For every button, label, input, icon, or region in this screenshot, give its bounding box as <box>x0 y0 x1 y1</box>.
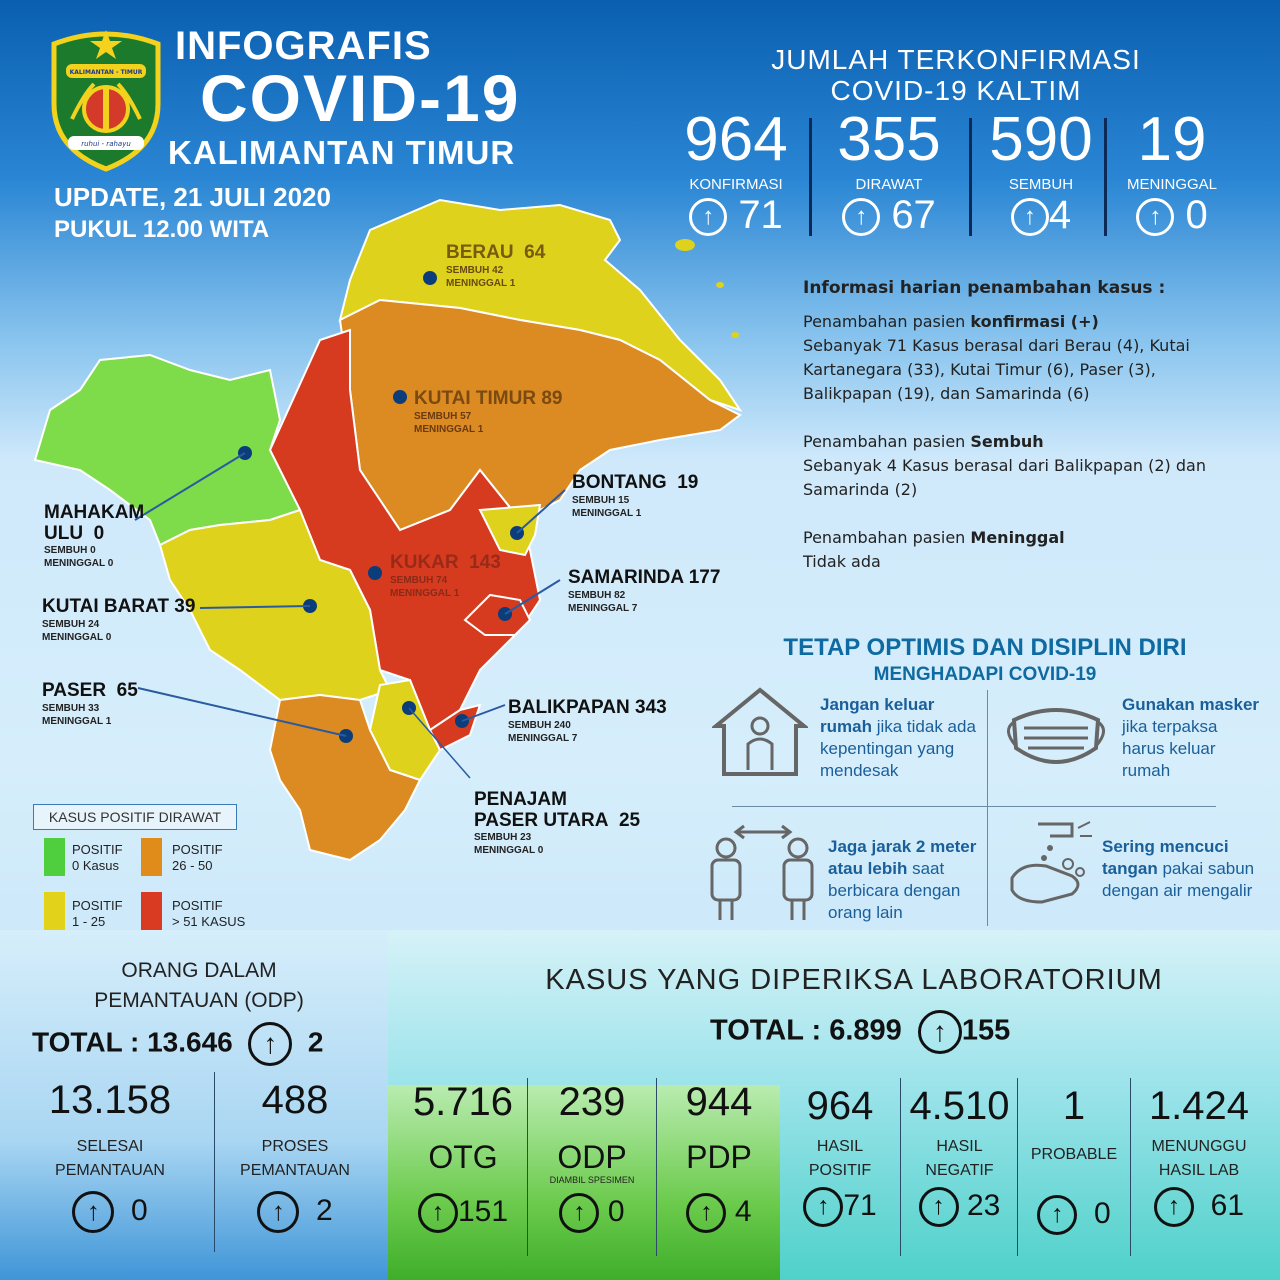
up-arrow-icon: ↑ <box>689 198 727 236</box>
up-arrow-icon: ↑ <box>1011 198 1049 236</box>
up-arrow-icon: ↑ <box>918 1010 962 1054</box>
tips-divider-v <box>987 690 988 926</box>
lab-odp: 239 ODP DIAMBIL SPESIMEN ↑ 0 <box>528 1080 656 1233</box>
region-sembuh: SEMBUH 42 <box>446 265 504 276</box>
region-meninggal: MENINGGAL 1 <box>446 278 516 289</box>
up-arrow-icon: ↑ <box>559 1193 599 1233</box>
lab-divider <box>900 1078 901 1256</box>
distance-icon <box>704 822 822 922</box>
info-sembuh-body: Sebanyak 4 Kasus berasal dari Balikpapan (2) dan Samarinda (2) <box>803 456 1206 499</box>
logo-text-bottom: ruhui - rahayu <box>81 140 131 148</box>
region-sembuh: SEMBUH 15 <box>572 495 630 506</box>
label-balikpapan: BALIKPAPAN 343 SEMBUH 240 MENINGGAL 7 <box>508 697 667 744</box>
region-sembuh: SEMBUH 24 <box>42 619 100 630</box>
region-meninggal: MENINGGAL 0 <box>474 845 544 856</box>
legend-label: POSITIF 26 - 50 <box>172 842 223 873</box>
divider <box>1104 118 1107 236</box>
region-meninggal: MENINGGAL 7 <box>568 603 638 614</box>
stat-label: SEMBUH <box>1008 176 1074 193</box>
lab-divider <box>1130 1078 1131 1256</box>
up-arrow-icon: ↑ <box>1154 1187 1194 1227</box>
odp-selesai: 13.158 SELESAI PEMANTAUAN ↑ 0 <box>20 1078 200 1233</box>
legend-swatch-yellow <box>44 892 65 930</box>
legend-swatch-orange <box>141 838 162 876</box>
info-meninggal-title: Penambahan pasien Meninggal <box>803 528 1065 547</box>
label-ppu: PENAJAM PASER UTARA 25 SEMBUH 23 MENINGGAL 0 <box>474 789 641 856</box>
home-icon <box>712 686 808 778</box>
up-arrow-icon: ↑ <box>1136 198 1174 236</box>
up-arrow-icon: ↑ <box>803 1187 843 1227</box>
divider <box>809 118 812 236</box>
kaltim-emblem-icon <box>44 24 168 174</box>
title-covid: COVID-19 <box>200 61 521 135</box>
map-dot <box>393 390 407 404</box>
label-mahakam-ulu: MAHAKAM ULU 0 SEMBUH 0 MENINGGAL 0 <box>44 502 145 569</box>
info-konfirmasi-body: Sebanyak 71 Kasus berasal dari Berau (4), Kutai Kartanegara (33), Kutai Timur (6), Paser (3), Balikpapan (19), dan Samarinda (6) <box>803 336 1190 403</box>
tip-mask: Gunakan masker jika terpaksa harus keluar rumah <box>1122 695 1260 780</box>
lab-pdp: 944 PDP ↑ 4 <box>658 1080 780 1233</box>
odp-divider <box>214 1072 215 1252</box>
up-arrow-icon: ↑ <box>257 1191 299 1233</box>
info-heading: Informasi harian penambahan kasus : <box>803 278 1166 298</box>
up-arrow-icon: ↑ <box>1037 1195 1077 1235</box>
up-arrow-icon: ↑ <box>248 1022 292 1066</box>
summary-heading-line1: JUMLAH TERKONFIRMASI <box>771 44 1141 75</box>
lab-total: TOTAL : 6.899 ↑ 155 <box>710 1010 1130 1054</box>
update-date: UPDATE, 21 JULI 2020 <box>54 182 331 212</box>
region-sembuh: SEMBUH 57 <box>414 411 472 422</box>
stat-sembuh <box>976 105 1106 237</box>
region-meninggal: MENINGGAL 1 <box>572 508 642 519</box>
tips-heading: TETAP OPTIMIS DAN DISIPLIN DIRI <box>783 634 1187 661</box>
stat-label: KONFIRMASI <box>689 176 783 193</box>
stat-value: 590 <box>989 105 1093 174</box>
lab-probable: 1 PROBABLE ↑ 0 <box>1018 1084 1130 1235</box>
region-meninggal: MENINGGAL 7 <box>508 733 578 744</box>
legend-label: POSITIF 1 - 25 <box>72 898 123 929</box>
stat-label: DIRAWAT <box>855 176 923 193</box>
legend-label: POSITIF 0 Kasus <box>72 842 123 873</box>
region-meninggal: MENINGGAL 0 <box>42 632 112 643</box>
stat-dirawat <box>824 105 954 237</box>
legend-swatch-green <box>44 838 65 876</box>
tips-divider-h <box>732 806 1216 807</box>
up-arrow-icon: ↑ <box>686 1193 726 1233</box>
tips-subheading: MENGHADAPI COVID-19 <box>873 664 1097 685</box>
island-shape <box>675 239 695 251</box>
info-konfirmasi-title: Penambahan pasien konfirmasi (+) <box>803 312 1099 331</box>
region-sembuh: SEMBUH 74 <box>390 575 448 586</box>
region-meninggal: MENINGGAL 1 <box>390 588 460 599</box>
lab-divider <box>656 1078 657 1256</box>
region-sembuh: SEMBUH 33 <box>42 703 100 714</box>
lab-negatif: 4.510 HASIL NEGATIF ↑ 23 <box>902 1084 1017 1227</box>
daily-info <box>803 276 1223 574</box>
lab-positif: 964 HASIL POSITIF ↑ 71 <box>780 1084 900 1227</box>
stat-delta: ↑ 4 <box>976 195 1106 236</box>
up-arrow-icon: ↑ <box>842 198 880 236</box>
region-meninggal: MENINGGAL 1 <box>42 716 112 727</box>
legend-label: POSITIF > 51 KASUS <box>172 898 246 929</box>
up-arrow-icon: ↑ <box>72 1191 114 1233</box>
region-meninggal: MENINGGAL 1 <box>414 424 484 435</box>
label-samarinda: SAMARINDA 177 SEMBUH 82 MENINGGAL 7 <box>568 567 721 614</box>
odp-total: TOTAL : 13.646 ↑ 2 <box>32 1022 372 1066</box>
label-bontang: BONTANG 19 SEMBUH 15 MENINGGAL 1 <box>572 472 699 519</box>
label-kutai-barat: KUTAI BARAT 39 SEMBUH 24 MENINGGAL 0 <box>42 596 196 643</box>
title-infografis: INFOGRAFIS <box>175 24 432 68</box>
label-kukar: KUKAR 143 SEMBUH 74 MENINGGAL 1 <box>390 552 501 599</box>
legend-swatch-red <box>141 892 162 930</box>
label-berau: BERAU 64 SEMBUH 42 MENINGGAL 1 <box>446 242 546 289</box>
odp-proses: 488 PROSES PEMANTAUAN ↑ 2 <box>220 1078 370 1233</box>
odp-heading: ORANG DALAM PEMANTAUAN (ODP) <box>94 959 304 1012</box>
up-arrow-icon: ↑ <box>418 1193 458 1233</box>
up-arrow-icon: ↑ <box>919 1187 959 1227</box>
legend-title: KASUS POSITIF DIRAWAT <box>33 804 237 830</box>
stat-delta: ↑ 0 <box>1112 195 1232 236</box>
summary-heading-line2: COVID-19 KALTIM <box>830 75 1082 106</box>
mask-icon <box>1000 700 1112 774</box>
info-sembuh-title: Penambahan pasien Sembuh <box>803 432 1044 451</box>
update-time: PUKUL 12.00 WITA <box>54 216 270 243</box>
stat-delta: ↑ 71 <box>672 195 800 236</box>
island-shape <box>716 282 724 288</box>
info-meninggal-body: Tidak ada <box>803 552 881 571</box>
stat-value: 19 <box>1137 105 1207 174</box>
region-sembuh: SEMBUH 0 <box>44 545 96 556</box>
logo-text-top: KALIMANTAN - TIMUR <box>69 69 143 76</box>
island-shape <box>731 332 739 338</box>
stat-label: MENINGGAL <box>1126 176 1217 193</box>
tip-distance: Jaga jarak 2 meter atau lebih saat berbicara dengan orang lain <box>828 837 977 922</box>
region-sembuh: SEMBUH 240 <box>508 720 571 731</box>
title-region: KALIMANTAN TIMUR <box>168 134 516 171</box>
lab-heading: KASUS YANG DIPERIKSA LABORATORIUM <box>545 964 1163 996</box>
map-dot <box>423 271 437 285</box>
stat-value: 964 <box>684 105 788 174</box>
stat-value: 355 <box>837 105 941 174</box>
stat-delta: ↑ 67 <box>824 195 954 236</box>
tip-stay-home: Jangan keluar rumah jika tidak ada kepentingan yang mendesak <box>820 695 976 780</box>
stat-meninggal <box>1112 105 1232 237</box>
summary-heading <box>700 44 1212 106</box>
divider <box>969 118 972 236</box>
region-sembuh: SEMBUH 82 <box>568 590 626 601</box>
region-meninggal: MENINGGAL 0 <box>44 558 114 569</box>
tip-handwash: Sering mencuci tangan pakai sabun dengan air mengalir <box>1102 837 1255 900</box>
label-kutai-timur: KUTAI TIMUR 89 SEMBUH 57 MENINGGAL 1 <box>414 388 563 435</box>
lab-menunggu: 1.424 MENUNGGU HASIL LAB ↑ 61 <box>1132 1084 1266 1227</box>
handwash-icon <box>1002 818 1094 910</box>
lab-otg: 5.716 OTG ↑ 151 <box>400 1080 526 1233</box>
region-sembuh: SEMBUH 23 <box>474 832 532 843</box>
map-dot <box>368 566 382 580</box>
label-paser: PASER 65 SEMBUH 33 MENINGGAL 1 <box>42 680 138 727</box>
